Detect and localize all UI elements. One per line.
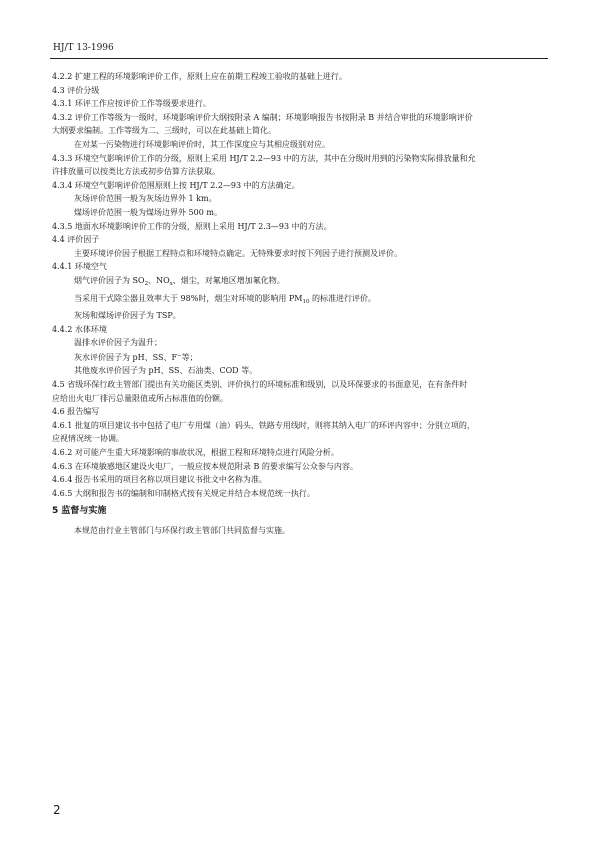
flue-gas-text-c: 、烟尘，对氟地区增加氟化物。 xyxy=(172,275,285,285)
page-number: 2 xyxy=(53,803,61,817)
clause-4-6-1-line2: 应视情况统一协调。 xyxy=(52,434,124,444)
heading-4-3: 4.3 评价分级 xyxy=(52,85,100,95)
ash-water-text-a: 灰水评价因子为 pH、SS、F xyxy=(74,352,178,362)
document-body xyxy=(52,70,555,538)
clause-4-6-5: 4.6.5 大纲和报告书的编制和印制格式按有关规定并结合本规范统一执行。 xyxy=(52,488,315,498)
ash-water-factors xyxy=(52,350,555,365)
heading-4-4: 4.4 评价因子 xyxy=(52,235,100,245)
warm-water-factors: 温排水评价因子为温升； xyxy=(74,338,162,348)
section-5-heading: 5 监督与实施 xyxy=(52,506,107,517)
fluoride-superscript: − xyxy=(177,352,182,359)
clause-4-3-5: 4.3.5 地面水环境影响评价工作的分级，原则上采用 HJ/T 2.3—93 中的方法。 xyxy=(52,221,332,231)
clause-4-2-2: 4.2.2 扩建工程的环境影响评价工作，原则上应在前期工程竣工验收的基础上进行。 xyxy=(52,72,347,81)
ash-yard-range: 灰场评价范围一般为灰场边界外 1 km。 xyxy=(74,194,217,204)
ash-coal-yard-factors: 灰场和煤场评价因子为 TSP。 xyxy=(74,311,181,321)
heading-4-4-2: 4.4.2 水体环境 xyxy=(52,324,107,334)
clause-4-6-1-line1: 4.6.1 批复的项目建议书中包括了电厂专用煤（油）码头、铁路专用线时，则将其纳入电厂的环评内容中；分别立项的， xyxy=(52,420,475,430)
pm10-text-a: 当采用干式除尘器且效率大于 98%时，烟尘对环境的影响用 PM xyxy=(74,293,303,303)
clause-4-5-line1: 4.5 省级环保行政主管部门提出有关功能区类别、评价执行的环境标准和级别，以及环保要求的书面意见，在有条件时 xyxy=(52,380,468,390)
clause-4-3-4: 4.3.4 环境空气影响评价范围原则上按 HJ/T 2.2—93 中的方法确定。 xyxy=(52,180,300,190)
document-code: HJ/T 13-1996 xyxy=(53,43,114,53)
flue-gas-text-b: 、NO xyxy=(148,275,170,285)
clause-4-3-2-line3: 在对某一污染物进行环境影响评价时，其工作深度应与其相应级别对应。 xyxy=(74,139,330,149)
clause-4-3-1: 4.3.1 环评工作应按评价工作等级要求进行。 xyxy=(52,99,211,109)
ash-water-text-b: 等； xyxy=(181,352,198,362)
heading-4-6: 4.6 报告编写 xyxy=(52,407,100,417)
clause-4-4-intro: 主要环境评价因子根据工程特点和环境特点确定。无特殊要求时按下列因子进行预测及评价。 xyxy=(74,248,402,258)
clause-4-3-3-line2: 许排放量可以按类比方法或初步估算方法获取。 xyxy=(52,167,220,177)
clause-4-3-2-line2: 大纲要求编制。工作等级为二、三级时，可以在此基础上简化。 xyxy=(52,126,276,136)
nox-subscript: x xyxy=(169,280,173,287)
header-rule xyxy=(50,58,548,59)
dust-pm10-line xyxy=(52,292,555,310)
so2-subscript: 2 xyxy=(144,280,149,287)
coal-yard-range: 煤场评价范围一般为煤场边界外 500 m。 xyxy=(74,207,222,217)
clause-4-3-3-line1: 4.3.3 环境空气影响评价工作的分级，原则上采用 HJ/T 2.2—93 中的方法，其中在分级时用到的污染物实际排放量和允 xyxy=(52,153,476,163)
clause-4-6-3: 4.6.3 在环境敏感地区建设火电厂，一般应按本规范附录 B 的要求编写公众参与内容。 xyxy=(52,461,358,471)
other-wastewater-factors: 其他废水评价因子为 pH、SS、石油类、COD 等。 xyxy=(74,366,258,376)
section-5-text: 本规范由行业主管部门与环保行政主管部门共同监督与实施。 xyxy=(74,526,290,535)
clause-4-5-line2: 应给出火电厂排污总量限值或所占标准值的份额。 xyxy=(52,393,228,403)
pm10-text-b: 的标准进行评价。 xyxy=(309,293,376,303)
clause-4-3-2-line1: 4.3.2 评价工作等级为一级时，环境影响评价大纲按附录 A 编制；环境影响报告书按附录 B 并结合审批的环境影响评价 xyxy=(52,112,473,122)
clause-4-6-4: 4.6.4 报告书采用的项目名称以项目建议书批文中名称为准。 xyxy=(52,475,267,485)
heading-4-4-1: 4.4.1 环境空气 xyxy=(52,262,107,272)
flue-gas-factors xyxy=(52,274,555,292)
flue-gas-text-a: 烟气评价因子为 SO xyxy=(74,275,145,285)
clause-4-6-2: 4.6.2 对可能产生重大环境影响的事故状况，根据工程和环境特点进行风险分析。 xyxy=(52,448,339,458)
pm10-subscript: 10 xyxy=(302,298,310,305)
